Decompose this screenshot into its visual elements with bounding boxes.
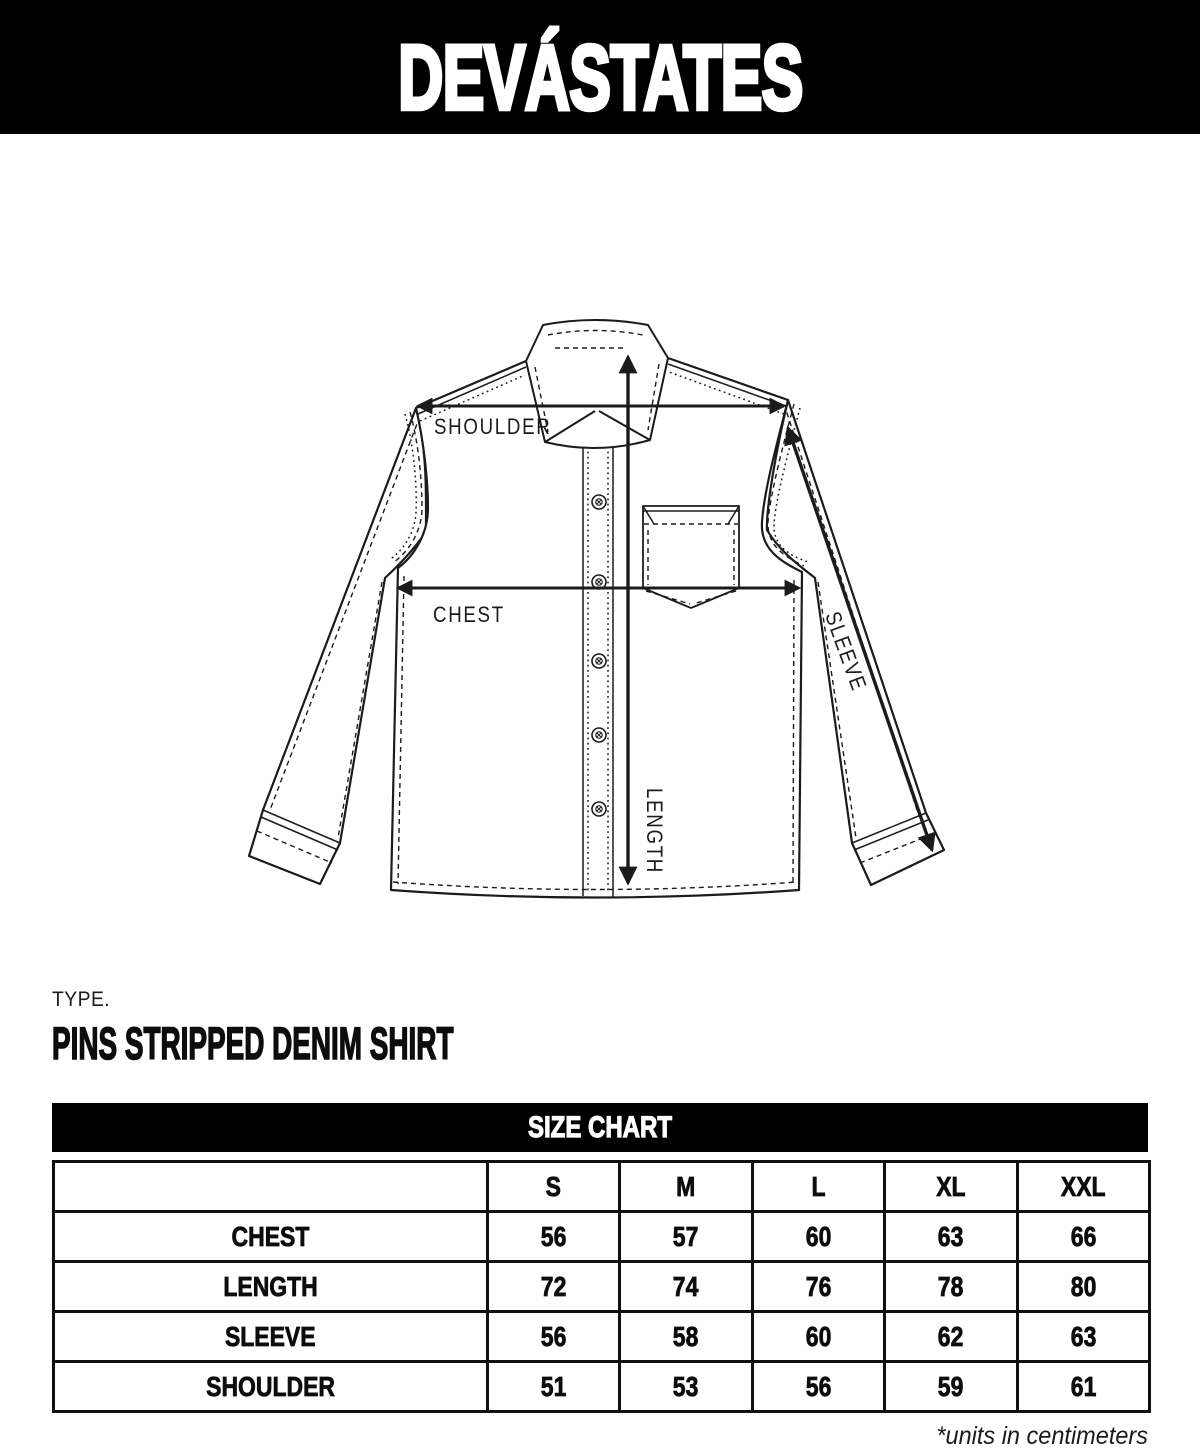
size-value-cell: 51 xyxy=(488,1362,620,1412)
brand-header-bar xyxy=(0,0,1200,134)
size-chart-section xyxy=(52,1103,1148,1451)
size-chart-title-bar xyxy=(52,1103,1148,1152)
length-measure-label: LENGTH xyxy=(641,787,666,875)
measure-header-cell xyxy=(54,1162,488,1212)
size-value-cell: 58 xyxy=(620,1312,753,1362)
table-row-length xyxy=(54,1262,1150,1312)
size-value-cell: 56 xyxy=(488,1312,620,1362)
size-value-cell: 78 xyxy=(885,1262,1018,1312)
size-value-cell: 63 xyxy=(1018,1312,1150,1362)
shirt-diagram-svg xyxy=(160,290,1040,930)
size-chart-table xyxy=(52,1160,1151,1413)
measure-row-label: SLEEVE xyxy=(54,1312,488,1362)
sleeve-measure-label: SLEEVE xyxy=(819,608,871,695)
units-note: *units in centimeters xyxy=(936,1422,1148,1450)
size-column-header: XL xyxy=(885,1162,1018,1212)
measure-row-label: SHOULDER xyxy=(54,1362,488,1412)
table-row-sleeve xyxy=(54,1312,1150,1362)
size-column-header: XXL xyxy=(1018,1162,1150,1212)
size-value-cell: 62 xyxy=(885,1312,1018,1362)
measure-row-label: CHEST xyxy=(54,1212,488,1262)
shirt-measurement-diagram xyxy=(160,290,1040,930)
size-value-cell: 72 xyxy=(488,1262,620,1312)
type-label: TYPE. xyxy=(52,988,111,1011)
size-value-cell: 76 xyxy=(753,1262,885,1312)
size-column-header: S xyxy=(488,1162,620,1212)
product-type-block xyxy=(52,988,700,1069)
table-row-shoulder xyxy=(54,1362,1150,1412)
size-value-cell: 56 xyxy=(488,1212,620,1262)
size-value-cell: 74 xyxy=(620,1262,753,1312)
measure-row-label: LENGTH xyxy=(54,1262,488,1312)
size-value-cell: 66 xyxy=(1018,1212,1150,1262)
brand-logo: DEVÁSTATES xyxy=(397,27,803,129)
size-value-cell: 61 xyxy=(1018,1362,1150,1412)
size-value-cell: 80 xyxy=(1018,1262,1150,1312)
size-chart-title: SIZE CHART xyxy=(528,1110,672,1144)
size-value-cell: 53 xyxy=(620,1362,753,1412)
size-value-cell: 60 xyxy=(753,1212,885,1262)
chest-measure-label: CHEST xyxy=(433,603,505,628)
size-columns-header-row xyxy=(54,1162,1150,1212)
shoulder-measure-label: SHOULDER xyxy=(434,415,552,440)
product-name: PINS STRIPPED DENIM SHIRT xyxy=(52,1018,454,1069)
size-value-cell: 59 xyxy=(885,1362,1018,1412)
size-column-header: M xyxy=(620,1162,753,1212)
size-value-cell: 57 xyxy=(620,1212,753,1262)
size-value-cell: 60 xyxy=(753,1312,885,1362)
table-row-chest xyxy=(54,1212,1150,1262)
size-value-cell: 56 xyxy=(753,1362,885,1412)
size-value-cell: 63 xyxy=(885,1212,1018,1262)
size-column-header: L xyxy=(753,1162,885,1212)
chest-pocket xyxy=(643,506,739,608)
